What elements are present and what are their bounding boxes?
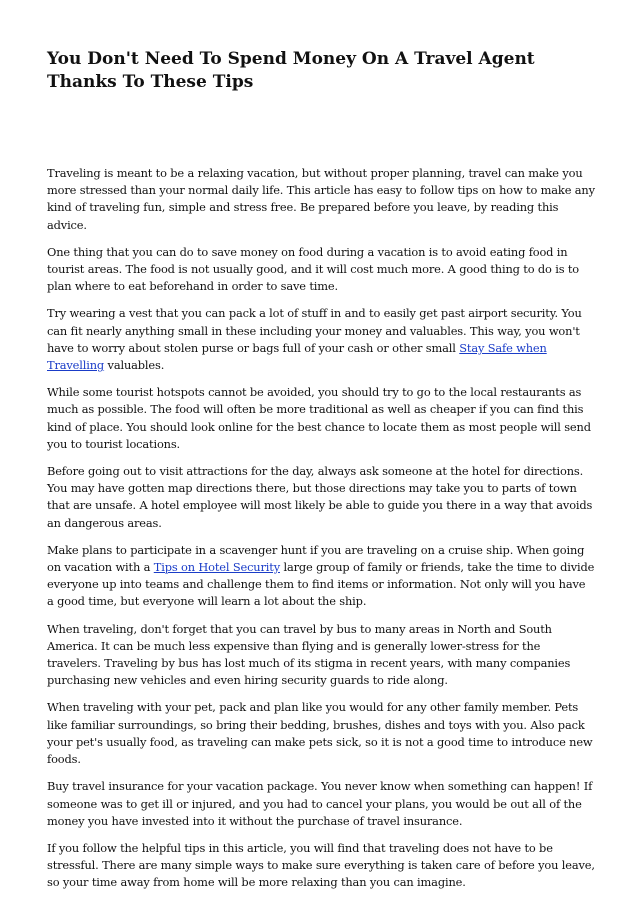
paragraph-vest-text-after: valuables.	[104, 358, 165, 373]
paragraph-vest	[47, 305, 595, 374]
document-page	[47, 48, 595, 902]
paragraph-conclusion: If you follow the helpful tips in this article, you will find that traveling does not have to be stressful. There are many simple ways to make sure everything is taken care of before you leave, so your time away from home will be more relaxing than you can imagine.	[47, 840, 595, 890]
paragraph-food-tourist-areas: One thing that you can do to save money on food during a vacation is to avoid eating food in tourist areas. The food is not usually good, and it will cost much more. A good thing to do is to plan where to eat beforehand in order to save time.	[47, 244, 580, 294]
paragraph-scavenger-hunt	[47, 542, 595, 611]
document-title: You Don't Need To Spend Money On A Travel Agent Thanks To These Tips	[47, 49, 535, 92]
paragraph-intro: Traveling is meant to be a relaxing vacation, but without proper planning, travel can make you more stressed than your normal daily life. This article has easy to follow tips on how to make any kind of traveling fun, simple and stress free. Be prepared before you leave, by reading this advice.	[47, 166, 595, 232]
paragraph-vest-text-before: Try wearing a vest that you can pack a lot of stuff in and to easily get past airport security. You can fit nearly anything small in these including your money and valuables. This way, you won't have to worry about stolen purse or bags full of your cash or other small	[47, 306, 582, 355]
stay-safe-when-travelling-link[interactable]: Stay Safe when Travelling	[47, 340, 547, 373]
paragraph-local-restaurants: While some tourist hotspots cannot be avoided, you should try to go to the local restaurants as much as possible. The food will often be more traditional as well as cheaper if you can find this kind of place. You should look online for the best chance to locate them as most people will send you to tourist locations.	[47, 385, 591, 451]
paragraph-bus-travel: When traveling, don't forget that you can travel by bus to many areas in North and South America. It can be much less expensive than flying and is generally lower-stress for the travelers. Traveling by bus has lost much of its stigma in recent years, with many companies purchasing new vehicles and even hiring security guards to ride along.	[47, 621, 571, 688]
paragraph-pet-travel: When traveling with your pet, pack and plan like you would for any other family member. Pets like familiar surroundings, so bring their bedding, brushes, dishes and toys with you. Also pack your pet's usually food, as traveling can make pets sick, so it is not a good time to introduce new foods.	[47, 700, 593, 767]
paragraph-travel-insurance: Buy travel insurance for your vacation package. You never know when something can happen! If someone was to get ill or injured, and you had to cancel your plans, you would be out all of the money you have invested into it without the purchase of travel insurance.	[47, 779, 593, 828]
paragraph-hotel-directions: Before going out to visit attractions for the day, always ask someone at the hotel for directions. You may have gotten map directions there, but those directions may take you to parts of town that are unsafe. A hotel employee will most likely be able to guide you there in a way that avoids an dangerous areas.	[47, 464, 593, 530]
paragraph-scavenger-text-before: Make plans to participate in a scavenger hunt if you are traveling on a cruise ship. When going on vacation with a	[47, 542, 585, 575]
tips-on-hotel-security-link[interactable]: Tips on Hotel Security	[153, 560, 280, 575]
paragraph-scavenger-text-after: large group of family or friends, take the time to divide everyone up into teams and challenge them to find items or information. Not only will you have a good time, but everyone will learn a lot about the ship.	[47, 560, 595, 609]
